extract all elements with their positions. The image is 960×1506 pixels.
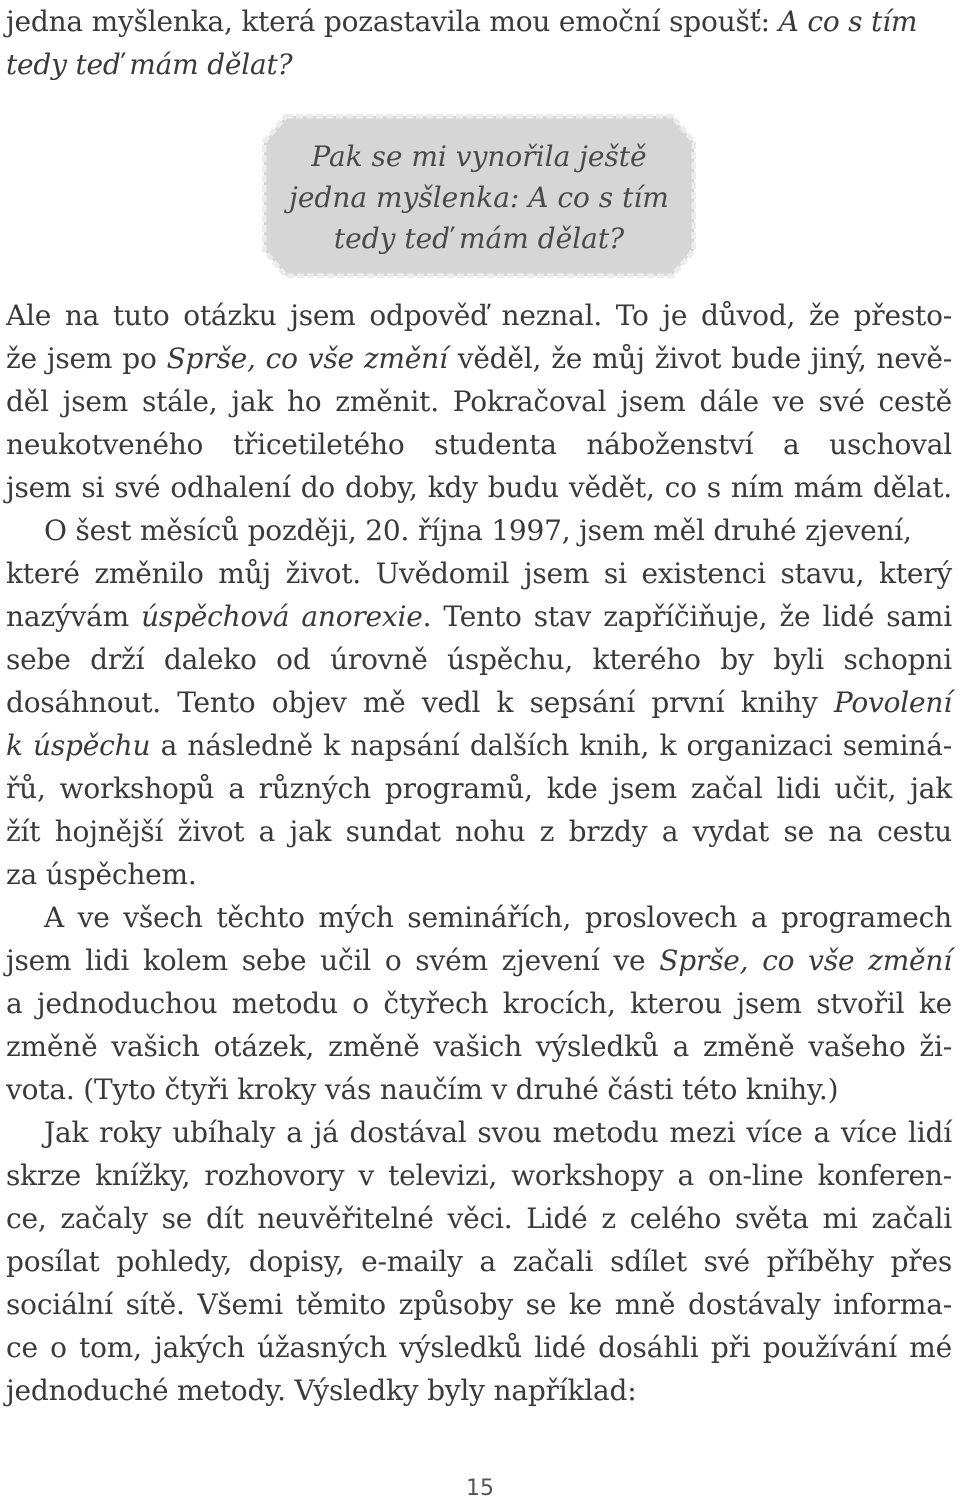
text-run: skrze knížky, rozhovory v televizi, workshopy a on-line konferen- xyxy=(6,1159,952,1192)
text-line xyxy=(6,1154,952,1197)
italic-title: Sprše, co vše změní xyxy=(659,944,952,977)
text-run: O šest měsíců později, 20. října 1997, jsem měl druhé zjevení, xyxy=(44,514,912,547)
text-line xyxy=(6,552,952,595)
text-line xyxy=(6,1025,952,1068)
text-run: neukotveného třicetiletého studenta náboženství a uschoval xyxy=(6,428,952,461)
text-run: žít hojnější život a jak sundat nohu z brzdy a vydat se na cestu xyxy=(6,815,952,848)
text-line xyxy=(6,509,952,552)
text-run: sebe drží daleko od úrovně úspěchu, kterého by byli schopni xyxy=(6,643,952,676)
text-run: které změnilo můj život. Uvědomil jsem si existenci stavu, který xyxy=(6,557,952,590)
text-run: děl jsem stále, jak ho změnit. Pokračoval jsem dále ve své cestě xyxy=(6,385,952,418)
italic-title: Povolení xyxy=(833,686,952,719)
text-run: Ale na tuto otázku jsem odpověď neznal. To je důvod, že přesto- xyxy=(6,299,952,332)
text-run: řů, workshopů a různých programů, kde jsem začal lidi učit, jak xyxy=(6,772,952,805)
text-run: sociální sítě. Všemi těmito způsoby se ke mně dostávaly informa- xyxy=(6,1288,952,1321)
text-line xyxy=(6,896,952,939)
text-line xyxy=(6,767,952,810)
top-text-block xyxy=(6,0,952,86)
text-line xyxy=(6,681,952,724)
text-line xyxy=(6,423,952,466)
text-line xyxy=(6,1369,952,1412)
italic-title: tedy teď mám dělat? xyxy=(6,48,293,81)
text-line xyxy=(6,810,952,853)
italic-title: A co s tím xyxy=(778,5,918,38)
text-line xyxy=(6,982,952,1025)
text-run: a jednoduchou metodu o čtyřech krocích, kterou jsem stvořil ke xyxy=(6,987,952,1020)
main-text-block xyxy=(6,294,952,1412)
text-line xyxy=(6,0,952,43)
text-run: jednoduché metody. Výsledky byly například: xyxy=(6,1374,637,1407)
text-run: jsem lidi kolem sebe učil o svém zjevení ve xyxy=(6,944,660,977)
text-run: změně vašich otázek, změně vašich výsledků a změně vašeho ži- xyxy=(6,1030,952,1063)
italic-title: k úspěchu xyxy=(6,729,151,762)
text-line xyxy=(6,1111,952,1154)
text-line xyxy=(6,638,952,681)
text-run: ce o tom, jakých úžasných výsledků lidé dosáhli při používání mé xyxy=(6,1331,952,1364)
pull-quote-text xyxy=(262,136,696,259)
text-run: posílat pohledy, dopisy, e-maily a začali sdílet své příběhy přes xyxy=(6,1245,952,1278)
text-run: a následně k napsání dalších knih, k organizaci seminá- xyxy=(150,729,952,762)
text-run: dosáhnout. Tento objev mě vedl k sepsání první knihy xyxy=(6,686,834,719)
text-run: A ve všech těchto mých seminářích, proslovech a programech xyxy=(44,901,952,934)
page-number: 15 xyxy=(466,1476,494,1501)
text-run: Jak roky ubíhaly a já dostával svou metodu mezi více a více lidí xyxy=(44,1116,952,1149)
text-line xyxy=(6,595,952,638)
italic-title: Sprše, co vše změní xyxy=(166,342,448,375)
text-line xyxy=(6,1283,952,1326)
italic-title: úspěchová anorexie xyxy=(141,600,423,633)
text-run: věděl, že můj život bude jiný, nevě- xyxy=(447,342,952,375)
pull-quote xyxy=(262,114,696,278)
text-line xyxy=(6,1068,952,1111)
text-line xyxy=(6,1240,952,1283)
text-line xyxy=(6,724,952,767)
text-line xyxy=(6,380,952,423)
text-line xyxy=(6,337,952,380)
text-run: ce, začaly se dít neuvěřitelné věci. Lidé z celého světa mi začali xyxy=(6,1202,952,1235)
text-line xyxy=(6,853,952,896)
pull-quote-line: tedy teď mám dělat? xyxy=(333,222,625,255)
text-run: . Tento stav zapříčiňuje, že lidé sami xyxy=(422,600,952,633)
text-run: za úspěchem. xyxy=(6,858,197,891)
pull-quote-line: Pak se mi vynořila ještě xyxy=(311,140,647,173)
text-run: jsem si své odhalení do doby, kdy budu vědět, co s ním mám dělat. xyxy=(6,471,952,504)
pull-quote-line: jedna myšlenka: A co s tím xyxy=(289,181,669,214)
text-line xyxy=(6,1326,952,1369)
text-run: nazývám xyxy=(6,600,142,633)
text-line xyxy=(6,1197,952,1240)
text-run: vota. (Tyto čtyři kroky vás naučím v druhé části této knihy.) xyxy=(6,1073,839,1106)
text-line xyxy=(6,939,952,982)
text-run: že jsem po xyxy=(6,342,167,375)
text-line xyxy=(6,43,952,86)
text-line xyxy=(6,466,952,509)
text-run: jedna myšlenka, která pozastavila mou emoční spoušť: xyxy=(6,5,779,38)
text-line xyxy=(6,294,952,337)
